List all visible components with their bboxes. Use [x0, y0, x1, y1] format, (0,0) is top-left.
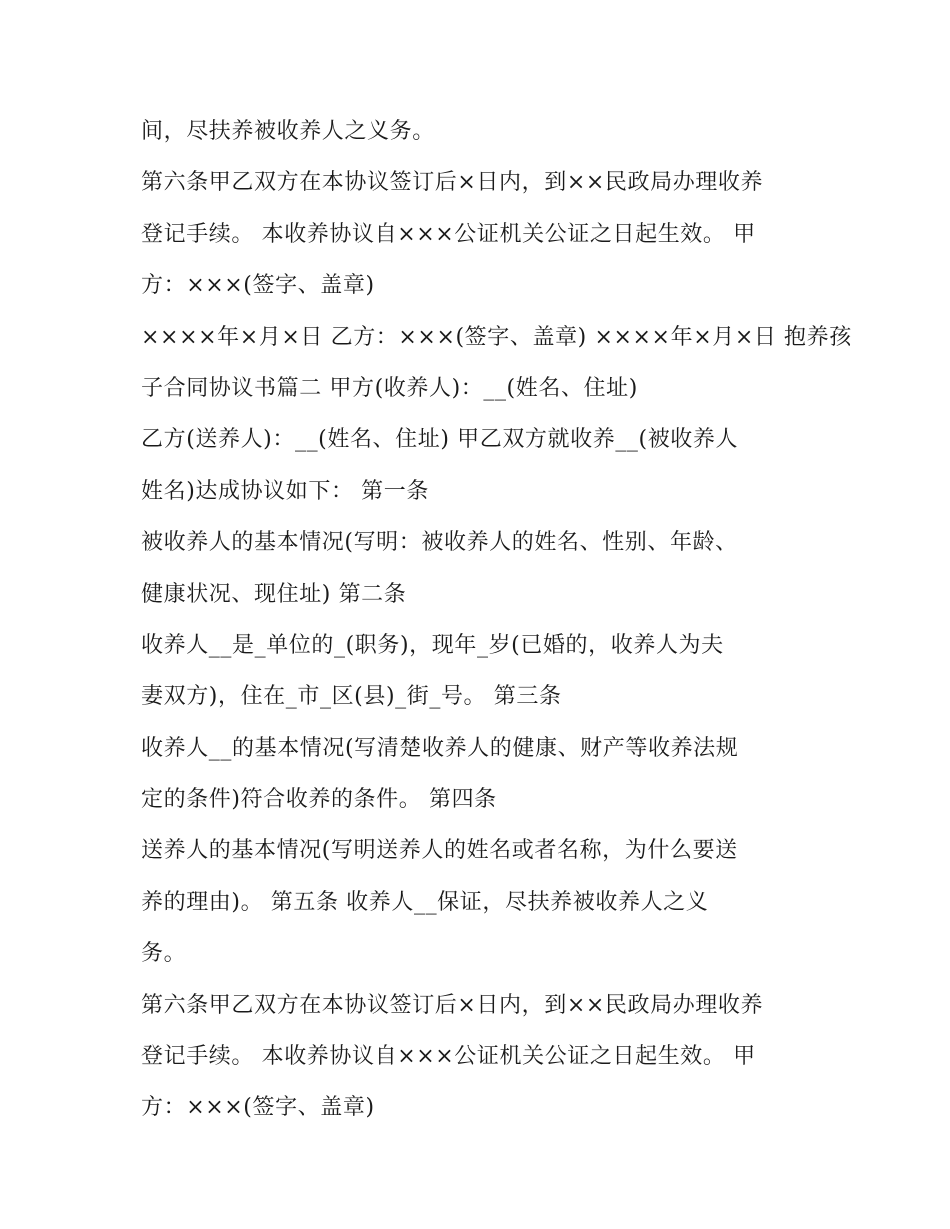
text-line: 子合同协议书篇二 甲方(收养人)：__(姓名、住址)	[141, 375, 638, 401]
text-line: 乙方(送养人)：__(姓名、住址) 甲乙双方就收养__(被收养人	[141, 427, 739, 453]
text-line: 妻双方)，住在_市_区(县)_街_号。 第三条	[141, 684, 562, 710]
text-line: 间，尽扶养被收养人之义务。	[141, 119, 435, 144]
text-line: 定的条件)符合收养的条件。 第四条	[141, 787, 497, 813]
text-line: 方：×××(签字、盖章)	[141, 273, 375, 299]
text-line: 登记手续。 本收养协议自×××公证机关公证之日起生效。 甲	[141, 221, 756, 247]
text-line: 送养人的基本情况(写明送养人的姓名或者名称，为什么要送	[141, 838, 738, 864]
text-line: 健康状况、现住址) 第二条	[141, 581, 407, 607]
document-body	[141, 106, 852, 1134]
text-line: 收养人__是_单位的_(职务)，现年_岁(已婚的，收养人为夫	[141, 632, 724, 658]
text-line: 被收养人的基本情况(写明：被收养人的姓名、性别、年龄、	[141, 530, 738, 556]
text-line: 收养人__的基本情况(写清楚收养人的健康、财产等收养法规	[141, 735, 739, 761]
text-line: 姓名)达成协议如下： 第一条	[141, 478, 429, 504]
text-line: 务。	[141, 941, 187, 967]
text-line: 方：×××(签字、盖章)	[141, 1095, 375, 1121]
text-line: 养的理由)。 第五条 收养人__保证，尽扶养被收养人之义	[141, 889, 709, 915]
text-line: 第六条甲乙双方在本协议签订后×日内，到××民政局办理收养	[141, 170, 764, 196]
text-line: 第六条甲乙双方在本协议签订后×日内，到××民政局办理收养	[141, 992, 764, 1018]
text-line: ××××年×月×日 乙方：×××(签字、盖章) ××××年×月×日 抱养孩	[141, 324, 852, 350]
text-line: 登记手续。 本收养协议自×××公证机关公证之日起生效。 甲	[141, 1044, 756, 1070]
